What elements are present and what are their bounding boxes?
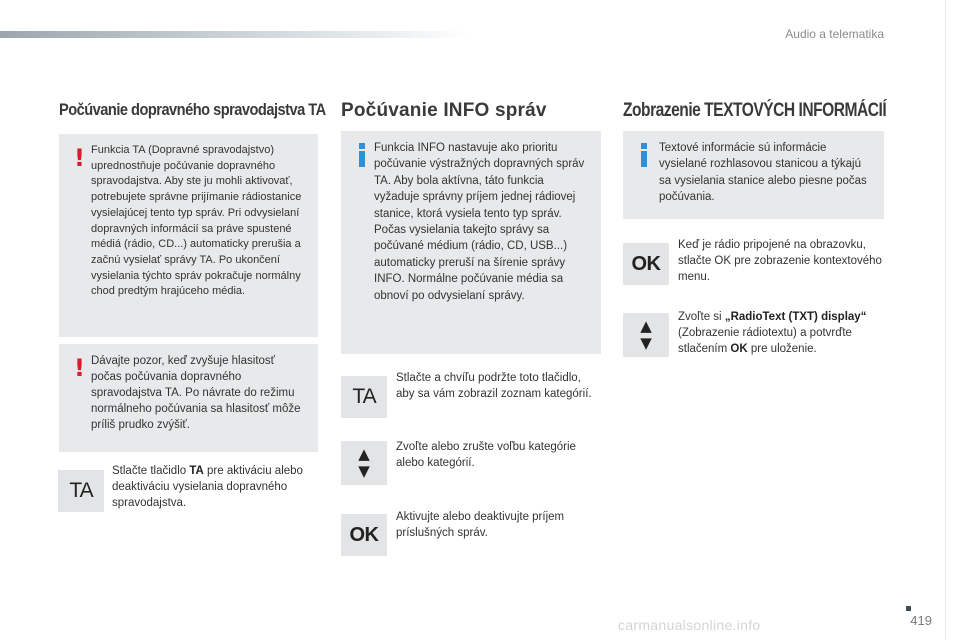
col1-warning-text-1: Funkcia TA (Dopravné spravodajstvo) uprednostňuje počúvanie dopravného spravodajstva. Aby ste ju mohli aktivovať, potrebujete správne prijímanie rádiostanice vysielajúcej tento typ správ. Pri odvysielaní dopravných informácií sa práve spustené médiá (rádio, CD...) automaticky prerušia a začnú vysielať správy TA. Po ukončení vysielania týchto správ pokračuje normálny chod predtým hrajúceho média. [91,144,302,298]
page-number: 419 [910,613,932,628]
col1-title: Počúvanie dopravného spravodajstva TA [59,100,326,119]
col2-step-2: Zvoľte alebo zrušte voľbu kategórie alebo kategórií. [396,441,576,469]
exclamation-icon: ! [74,354,85,382]
col3-step-1: Keď je rádio pripojené na obrazovku, stlačte OK pre zobrazenie kontextového menu. [678,239,882,283]
col3-title: Zobrazenie TEXTOVÝCH INFORMÁCIÍ [623,100,887,121]
page-marker [906,606,911,611]
info-icon [356,143,368,167]
header-bar [0,31,470,38]
col2-step-1: Stlačte a chvíľu podržte toto tlačidlo, aby sa vám zobrazil zoznam kategórií. [396,372,592,400]
ok-button: OK [341,514,387,556]
arrow-up-icon: ▲ [640,317,652,335]
ta-button: TA [58,470,104,512]
col3-info-box [623,131,884,219]
col1-ta-instruction: Stlačte tlačidlo TA pre aktiváciu alebo deaktiváciu vysielania dopravného spravodajstva. [112,465,303,509]
col2-info-box [341,131,601,354]
exclamation-icon: ! [74,144,85,172]
col2-title: Počúvanie INFO správ [341,100,547,121]
col2-step-3: Aktivujte alebo deaktivujte príjem príslušných správ. [396,511,565,539]
watermark: carmanualsonline.info [618,617,761,633]
section-title: Audio a telematika [785,27,884,41]
arrow-up-icon: ▲ [358,445,370,463]
col2-info-text: Funkcia INFO nastavuje ako prioritu počúvanie výstražných dopravných správ TA. Aby bola aktívna, táto funkcia vyžaduje správny príjem jednej rádiovej stanice, ktorá vysiela tento typ správ. Počas vysielania takejto správy sa počúvané médium (rádio, CD, USB...) automaticky preruší na šírenie správy INFO. Normálne počúvanie média sa obnoví po odvysielaní správy. [374,142,585,302]
ta-button: TA [341,376,387,418]
up-down-arrows [341,441,387,485]
col3-info-text: Textové informácie sú informácie vysielané rozhlasovou stanicou a týkajú sa vysielania stanice alebo piesne počas počúvania. [659,142,867,204]
ok-button: OK [623,243,669,285]
arrow-down-icon: ▼ [358,462,370,480]
col3-step-2: Zvoľte si „RadioText (TXT) display“ (Zobrazenie rádiotextu) a potvrďte stlačením OK pre uloženie. [678,311,867,355]
up-down-arrows [623,313,669,357]
info-icon [638,143,650,167]
col1-warning-box-1 [59,134,318,337]
arrow-down-icon: ▼ [640,334,652,352]
col1-warning-text-2: Dávajte pozor, keď zvyšuje hlasitosť počas počúvania dopravného spravodajstva TA. Po návrate do režimu normálneho počúvania sa hlasitosť môže príliš prudko zvýšiť. [91,355,301,431]
col1-warning-box-2 [59,344,318,452]
page-edge [945,0,946,640]
